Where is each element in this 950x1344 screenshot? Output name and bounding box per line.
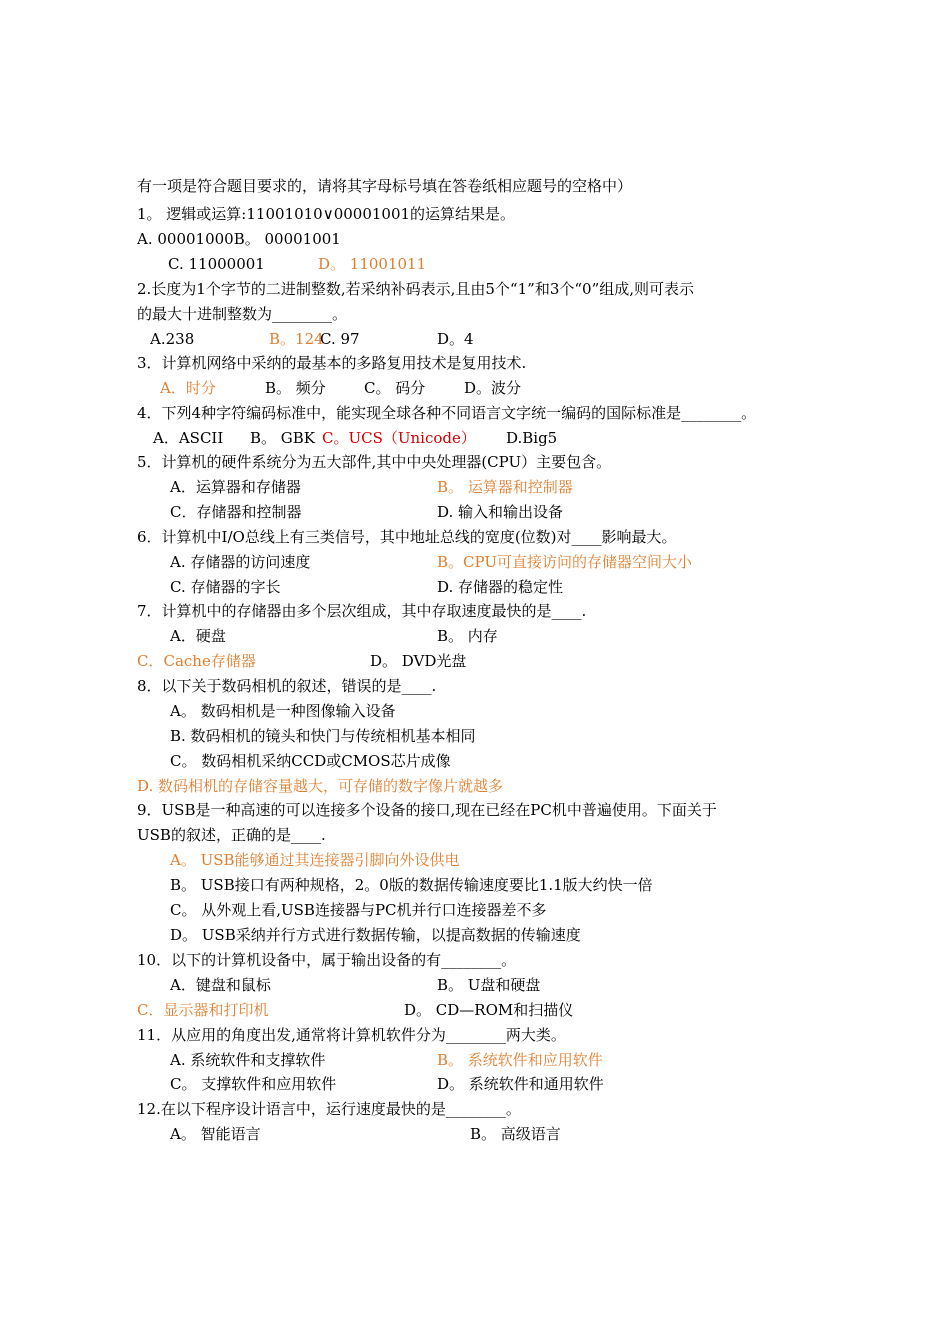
question-5-stem: 5．计算机的硬件系统分为五大部件,其中中央处理器(CPU）主要包含。	[137, 453, 612, 471]
question-2-option-a: A.238	[150, 330, 195, 348]
question-1-stem: 1。 逻辑或运算:11001010∨00001001的运算结果是。	[137, 205, 516, 223]
question-12-option-a: A。 智能语言	[170, 1125, 261, 1143]
question-10-option-b: B。 U盘和硬盘	[437, 976, 541, 994]
question-10-option-a: A．键盘和鼠标	[170, 976, 271, 994]
question-6-stem: 6．计算机中I/O总线上有三类信号，其中地址总线的宽度(位数)对____影响最大。	[137, 528, 677, 546]
question-8-option-b: B. 数码相机的镜头和快门与传统相机基本相同	[170, 727, 476, 745]
question-1-option-c: C. 11000001	[168, 255, 265, 273]
question-6-option-d: D. 存储器的稳定性	[437, 578, 564, 596]
question-12-option-b: B。 高级语言	[470, 1125, 561, 1143]
question-11-option-a: A. 系统软件和支撑软件	[170, 1051, 326, 1069]
question-8-option-d-answer: D. 数码相机的存储容量越大，可存储的数字像片就越多	[137, 777, 504, 795]
question-8-option-c: C。 数码相机采纳CCD或CMOS芯片成像	[170, 752, 451, 770]
question-11-option-c: C。 支撑软件和应用软件	[170, 1075, 337, 1093]
question-6-option-c: C. 存储器的字长	[170, 578, 281, 596]
question-11-option-d: D。 系统软件和通用软件	[437, 1075, 604, 1093]
question-5-option-b-answer: B。 运算器和控制器	[437, 478, 573, 496]
question-9-option-a-answer: A。 USB能够通过其连接器引脚向外设供电	[170, 851, 460, 869]
question-2-option-b-answer: B。124	[269, 330, 324, 348]
question-7-option-c-answer: C．Cache存储器	[137, 652, 256, 670]
question-3-option-a-answer: A．时分	[160, 379, 216, 397]
question-9-stem-line1: 9．USB是一种高速的可以连接多个设备的接口,现在已经在PC机中普遍使用。下面关于	[137, 801, 717, 819]
question-3-option-b: B。 频分	[265, 379, 326, 397]
question-7-stem: 7．计算机中的存储器由多个层次组成，其中存取速度最快的是____.	[137, 602, 587, 620]
question-10-stem: 10．以下的计算机设备中，属于输出设备的有________。	[137, 951, 517, 969]
question-8-option-a: A。 数码相机是一种图像输入设备	[170, 702, 396, 720]
question-3-option-d: D。波分	[464, 379, 522, 397]
question-2-stem-line1: 2.长度为1个字节的二进制整数,若采纳补码表示,且由5个“1”和3个“0”组成,则可表示	[137, 280, 695, 298]
question-3-stem: 3．计算机网络中采纳的最基本的多路复用技术是复用技术.	[137, 354, 527, 372]
question-4-option-a: A．ASCII	[153, 429, 224, 447]
question-10-option-d: D。 CD—ROM和扫描仪	[404, 1001, 574, 1019]
question-4-option-b: B。 GBK	[250, 429, 316, 447]
question-5-option-d: D. 输入和输出设备	[437, 503, 564, 521]
question-11-stem: 11．从应用的角度出发,通常将计算机软件分为________两大类。	[137, 1026, 566, 1044]
question-1-options-ab: A. 00001000B。 00001001	[137, 230, 341, 248]
question-6-option-a: A. 存储器的访问速度	[170, 553, 311, 571]
question-7-option-b: B。 内存	[437, 627, 498, 645]
question-7-option-a: A．硬盘	[170, 627, 226, 645]
intro-text: 有一项是符合题目要求的，请将其字母标号填在答卷纸相应题号的空格中）	[137, 177, 633, 195]
question-2-option-d: D。4	[437, 330, 474, 348]
question-11-option-b-answer: B。 系统软件和应用软件	[437, 1051, 603, 1069]
question-9-option-d: D。 USB采纳并行方式进行数据传输，以提高数据的传输速度	[170, 926, 581, 944]
question-12-stem: 12.在以下程序设计语言中，运行速度最快的是________。	[137, 1100, 521, 1118]
question-9-option-c: C。 从外观上看,USB连接器与PC机并行口连接器差不多	[170, 901, 547, 919]
question-2-option-c: C. 97	[320, 330, 360, 348]
question-4-stem: 4．下列4种字符编码标准中，能实现全球各种不同语言文字统一编码的国际标准是________。	[137, 404, 757, 422]
question-9-stem-line2: USB的叙述，正确的是____.	[137, 826, 326, 844]
question-7-option-d: D。 DVD光盘	[370, 652, 467, 670]
question-6-option-b-answer: B。CPU可直接访问的存储器空间大小	[437, 553, 692, 571]
question-5-option-c: C．存储器和控制器	[170, 503, 302, 521]
question-10-option-c-answer: C．显示器和打印机	[137, 1001, 269, 1019]
question-9-option-b: B。 USB接口有两种规格，2。0版的数据传输速度要比1.1版大约快一倍	[170, 876, 653, 894]
question-8-stem: 8．以下关于数码相机的叙述，错误的是____.	[137, 677, 437, 695]
question-1-option-d-answer: D。 11001011	[318, 255, 427, 273]
question-5-option-a: A．运算器和存储器	[170, 478, 301, 496]
question-4-option-d: D.Big5	[506, 429, 558, 447]
question-4-option-c-answer: C。UCS（Unicode）	[322, 429, 476, 447]
question-2-stem-line2: 的最大十进制整数为________。	[137, 305, 348, 323]
question-3-option-c: C。 码分	[364, 379, 426, 397]
